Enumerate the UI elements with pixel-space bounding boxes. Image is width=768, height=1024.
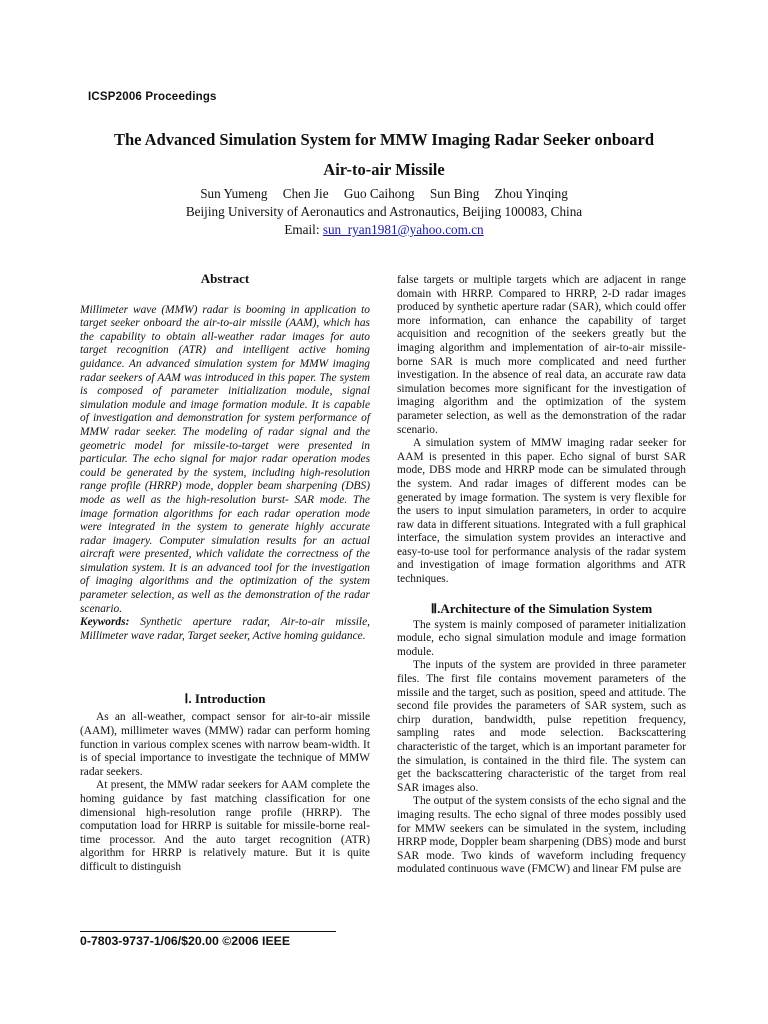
title-line-2: Air-to-air Missile [323,160,445,179]
author-name: Guo Caihong [343,186,415,201]
author-name: Sun Yumeng [200,186,268,201]
keywords-label: Keywords: [80,616,130,629]
left-column [80,270,370,875]
intro-paragraph-1: As an all-weather, compact sensor for air-to-air missile (AAM), millimeter waves (MMW) radar can perform homing function in various complex scenes with narrow beam-width. It is of special importance to investigate the technique of MMW radar seekers. [80,711,370,778]
email-line [60,221,708,239]
author-name: Zhou Yinqing [494,186,568,201]
abstract-text: Millimeter wave (MMW) radar is booming in application to target seeker onboard the air-to-air missile (AAM), which has the capability to obtain all-weather radar images for auto target recognition (ATR) and intelligent active homing guidance. An advanced simulation system for MMW imaging radar seekers of AAM was introduced in this paper. The system is composed of parameter initialization module, signal simulation module and image formation module. It is capable of investigation and demonstration for system performance of MMW radar seeker. The modeling of radar signal and the geometric model for missile-to-target were presented in particular. The echo signal for major radar operation modes could be generated by the system, including high-resolution range profile (HRRP) mode, doppler beam sharpening (DBS) mode as well as the high-resolution burst- SAR mode. The image formation algorithms for each radar operation mode were integrated in the system to generate highly accurate radar imagery. Computer simulation results for an actual aircraft were presented, which validate the correctness of the simulation system. It is an advanced tool for the investigation of imaging algorithms and the optimization of the system parameter selection, as well as the demonstration of the radar scenario. [80,303,370,615]
affiliation: Beijing University of Aeronautics and Astronautics, Beijing 100083, China [185,204,583,219]
arch-paragraph-1: The system is mainly composed of parameter initialization module, echo signal simulation module and image formation module. [397,618,686,658]
intro-paragraph-2: At present, the MMW radar seekers for AAM complete the homing guidance by fast matching classification for one dimensional high-resolution range profile (HRRP). The computation load for HRRP is suitable for missile-borne real-time processor. And the auto target recognition (ATR) algorithm for HRRP is relatively mature. But it is quite difficult to distinguish [80,779,370,873]
abstract-heading: Abstract [200,271,250,286]
architecture-heading: Ⅱ.Architecture of the Simulation System [430,600,653,616]
email-label: Email: [284,222,323,237]
copyright-footer: 0-7803-9737-1/06/$20.00 ©2006 IEEE [80,934,291,948]
author-name: Chen Jie [282,186,329,201]
arch-paragraph-2: The inputs of the system are provided in three parameter files. The first file contains movement parameters of the missile and the target, such as position, speed and attitude. The second file provides the parameters of SAR system, such as chirp duration, bandwidth, pulse repetition frequency, sampling rates and mode selection. Backscattering characteristic of the target, which is an important parameter for the simulation, is contained in the third file. The system can get the backscattering characteristic of the target from real SAR images also. [397,659,686,794]
email-link[interactable]: sun_ryan1981@yahoo.com.cn [322,222,484,237]
author-names [60,185,708,203]
introduction-heading: Ⅰ. Introduction [184,691,266,707]
paper-title [60,125,708,185]
right-column [397,274,686,877]
intro-paragraph-3: false targets or multiple targets which are adjacent in range domain with HRRP. Compared to HRRP, 2-D radar images produced by synthetic aperture radar (SAR), which could offer more information, can enhance the capability of target acquisition and recognition of the seekers greatly but the imaging algorithm and implementation of air-to-air missile-borne SAR is much more complicated and need further investigation. In the absence of real data, an accurate raw data simulation becomes more significant for the investigation of imaging algorithm and the optimization of the system parameter selection, as well as the demonstration of the radar scenario. [397,274,686,436]
arch-paragraph-3: The output of the system consists of the echo signal and the imaging results. The echo signal of three modes possibly used for MMW seekers can be simulated in the system, including HRRP mode, Doppler beam sharpening (DBS) mode and burst SAR mode. Two kinds of waveform including frequency modulated continuous wave (FMCW) and linear FM pulse are [397,795,686,876]
title-line-1: The Advanced Simulation System for MMW Imaging Radar Seeker onboard [113,130,655,149]
keywords [80,616,370,643]
footer-rule [80,931,336,932]
keywords-text: Synthetic aperture radar, Air-to-air missile, Millimeter wave radar, Target seeker, Active homing guidance. [80,616,370,642]
intro-paragraph-4: A simulation system of MMW imaging radar seeker for AAM is presented in this paper. Echo signal of burst SAR mode, DBS mode and HRRP mode can be simulated through the system. And radar images of different modes can be generated by image formation. The system is very flexible for the users to input simulation parameters, in order to acquire raw data in different situations. Integrated with a full graphical interface, the simulation system provides an interactive and easy-to-use tool for performance analysis of the radar system and investigation of image formation algorithms and ATR techniques. [397,437,686,586]
author-name: Sun Bing [429,186,480,201]
author-block [60,185,708,239]
proceedings-header: ICSP2006 Proceedings [88,91,217,103]
